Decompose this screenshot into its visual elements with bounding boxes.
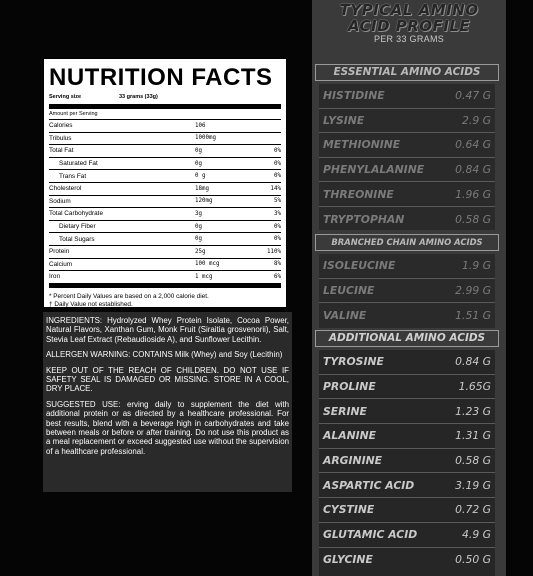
amino-acid-row xyxy=(319,133,495,158)
safety-warning-text: KEEP OUT OF THE REACH OF CHILDREN. DO NOT USE IF SAFETY SEAL IS DAMAGED OR MISSING. STORE IN A COOL, DRY PLACE. xyxy=(46,365,289,394)
nutrient-amount: 0g xyxy=(195,233,265,246)
nutrient-daily-value xyxy=(265,120,281,133)
nutrient-amount: 0 g xyxy=(195,170,265,183)
nutrition-row xyxy=(49,145,281,158)
amino-acid-profile-panel xyxy=(312,0,506,576)
nutrition-row xyxy=(49,132,281,145)
nutrition-row xyxy=(49,271,281,286)
amino-title-line1: TYPICAL AMINO xyxy=(339,1,479,19)
nutrient-amount: 100 mcg xyxy=(195,258,265,271)
amino-acid-row xyxy=(319,424,495,449)
nutrient-name: Dietary Fiber xyxy=(49,220,195,233)
amino-acid-row xyxy=(319,473,495,498)
amino-profile-subtitle: PER 33 GRAMS xyxy=(373,34,445,44)
amino-acid-value: 1.31 G xyxy=(455,429,491,443)
label-text-panel xyxy=(43,312,292,492)
nutrient-daily-value: 0% xyxy=(265,145,281,158)
amino-acid-name: METHIONINE xyxy=(323,138,401,152)
amino-acid-row xyxy=(319,279,495,304)
amino-acid-name: GLUTAMIC ACID xyxy=(323,528,418,542)
amino-acid-name: VALINE xyxy=(323,308,367,322)
amino-acid-value: 4.9 G xyxy=(462,528,491,542)
nutrient-name: Cholesterol xyxy=(49,182,195,195)
amino-acid-value: 1.65G xyxy=(458,380,491,394)
amino-acid-value: 1.23 G xyxy=(455,404,491,418)
nutrition-row xyxy=(49,258,281,271)
nutrient-amount: 120mg xyxy=(195,195,265,208)
amino-acid-name: SERINE xyxy=(323,404,367,418)
nutrition-row xyxy=(49,170,281,183)
nutrient-amount: 3g xyxy=(195,208,265,221)
nutrition-row xyxy=(49,182,281,195)
amino-acid-name: TRYPTOPHAN xyxy=(323,212,405,226)
nutrient-amount: 25g xyxy=(195,245,265,258)
nutrient-name: Iron xyxy=(49,271,195,286)
amino-acid-value: 0.64 G xyxy=(455,138,491,152)
ingredients-text: INGREDIENTS: Hydrolyzed Whey Protein Isolate, Cocoa Power, Natural Flavors, Xanthan Gum, Monk Fruit (Siraitia grosvenorii), Salt, Stevia Leaf Extract (Rebaudioside A), and Sunflower Lecithin. xyxy=(46,316,289,344)
amino-acid-value: 0.84 G xyxy=(455,355,491,369)
nutrient-amount: 1 mcg xyxy=(195,271,265,286)
amino-acid-value: 0.58 G xyxy=(455,454,491,468)
amino-acid-name: GLYCINE xyxy=(323,553,373,567)
amino-acid-row xyxy=(319,350,495,375)
amino-acid-row xyxy=(319,109,495,134)
nutrient-daily-value: 0% xyxy=(265,233,281,246)
nutrient-name: Calcium xyxy=(49,258,195,271)
amino-acid-value: 0.50 G xyxy=(455,553,491,567)
amino-acid-row xyxy=(319,548,495,573)
nutrient-name: Total Carbohydrate xyxy=(49,208,195,221)
nutrition-row xyxy=(49,157,281,170)
bcaa-list xyxy=(319,254,495,328)
suggested-use-text: SUGGESTED USE: erving daily to supplement the diet with additional protein or as directed by a healthcare professional. For best results, blend with a beverage high in carbohydrates and take between meals or before or after training. Do not use this product as a meal replacement or exceed suggested use without the supervision of a healthcare professional. xyxy=(46,399,289,456)
amino-acid-value: 0.58 G xyxy=(455,212,491,226)
nutrient-amount: 0g xyxy=(195,220,265,233)
amino-acid-row xyxy=(319,182,495,207)
nutrient-name: Total Sugars xyxy=(49,233,195,246)
nutrient-amount: 18mg xyxy=(195,182,265,195)
amino-acid-name: ASPARTIC ACID xyxy=(323,478,415,492)
amino-acid-row xyxy=(319,375,495,400)
nutrient-daily-value: 14% xyxy=(265,182,281,195)
serving-size-row xyxy=(49,92,281,109)
nutrient-daily-value: 0% xyxy=(265,220,281,233)
nutrient-name: Calories xyxy=(49,120,195,133)
nutrient-daily-value: 0% xyxy=(265,170,281,183)
nutrient-daily-value: 5% xyxy=(265,195,281,208)
nutrient-name: Tribulus xyxy=(49,132,195,145)
amino-acid-name: PROLINE xyxy=(323,380,376,394)
amino-acid-name: HISTIDINE xyxy=(323,89,385,103)
essential-amino-acids-list xyxy=(319,84,495,230)
amino-acid-name: CYSTINE xyxy=(323,503,375,517)
amino-acid-row xyxy=(319,449,495,474)
nutrient-daily-value: 8% xyxy=(265,258,281,271)
amino-acid-row xyxy=(319,399,495,424)
nutrient-name: Total Fat xyxy=(49,145,195,158)
nutrient-name: Protein xyxy=(49,245,195,258)
additional-amino-acids-list xyxy=(319,350,495,576)
nutrient-amount: 1000mg xyxy=(195,132,265,145)
amino-acid-row xyxy=(319,84,495,109)
amino-acid-value: 0.47 G xyxy=(455,89,491,103)
nutrient-name: Sodium xyxy=(49,195,195,208)
amino-acid-name: ISOLEUCINE xyxy=(323,259,396,273)
amino-acid-row xyxy=(319,523,495,548)
amino-acid-name: THREONINE xyxy=(323,187,394,201)
essential-amino-acids-header: ESSENTIAL AMINO ACIDS xyxy=(315,64,499,81)
nutrition-facts-panel xyxy=(43,58,287,308)
nutrient-daily-value: 0% xyxy=(265,157,281,170)
nutrient-daily-value: 3% xyxy=(265,208,281,221)
amino-acid-value: 1.96 G xyxy=(455,187,491,201)
additional-amino-acids-header: ADDITIONAL AMINO ACIDS xyxy=(315,330,499,347)
nutrition-row xyxy=(49,208,281,221)
amino-acid-row xyxy=(319,158,495,183)
amino-acid-name: ARGININE xyxy=(323,454,383,468)
nutrient-daily-value: 6% xyxy=(265,271,281,286)
amino-acid-row xyxy=(319,254,495,279)
nutrition-row xyxy=(49,120,281,133)
amino-profile-title xyxy=(312,0,506,34)
footnote-daily-value: * Percent Daily Values are based on a 2,000 calorie diet. xyxy=(49,292,209,300)
amount-per-serving-row xyxy=(49,109,281,120)
nutrition-row xyxy=(49,245,281,258)
nutrient-name: Saturated Fat xyxy=(49,157,195,170)
amino-acid-name: LEUCINE xyxy=(323,283,375,297)
amino-acid-value: 2.99 G xyxy=(455,283,491,297)
amino-acid-row xyxy=(319,498,495,523)
nutrient-amount: 0g xyxy=(195,145,265,158)
serving-size-label: Serving size xyxy=(49,94,82,100)
amino-title-line2: ACID PROFILE xyxy=(347,17,471,35)
nutrient-name: Trans Fat xyxy=(49,170,195,183)
allergen-warning-text: ALLERGEN WARNING: CONTAINS Milk (Whey) and Soy (Lecithin) xyxy=(46,350,283,360)
amino-acid-value: 0.72 G xyxy=(455,503,491,517)
footnote-not-established: † Daily Value not established. xyxy=(49,300,133,308)
nutrient-daily-value xyxy=(265,132,281,145)
nutrient-daily-value: 110% xyxy=(265,245,281,258)
amino-acid-name: ALANINE xyxy=(323,429,377,443)
amino-acid-row xyxy=(319,207,495,232)
amino-acid-value: 1.51 G xyxy=(455,308,491,322)
nutrition-row xyxy=(49,220,281,233)
nutrient-amount: 106 xyxy=(195,120,265,133)
bcaa-header: BRANCHED CHAIN AMINO ACIDS xyxy=(315,234,499,251)
amino-acid-value: 2.9 G xyxy=(462,113,491,127)
amino-acid-name: LYSINE xyxy=(323,113,365,127)
amino-acid-name: TYROSINE xyxy=(323,355,384,369)
amino-acid-value: 3.19 G xyxy=(455,478,491,492)
nutrition-row xyxy=(49,233,281,246)
amino-acid-name: PHENYLALANINE xyxy=(323,163,425,177)
nutrition-facts-title: NUTRITION FACTS xyxy=(49,64,273,91)
amino-acid-value: 1.9 G xyxy=(462,259,491,273)
serving-size-value: 33 grams (33g) xyxy=(119,94,158,100)
nutrition-row xyxy=(49,195,281,208)
nutrient-amount: 0g xyxy=(195,157,265,170)
nutrition-table xyxy=(49,109,281,288)
amount-per-serving-label: Amount per Serving xyxy=(49,109,281,120)
amino-acid-row xyxy=(319,303,495,328)
nutrition-footnotes xyxy=(49,293,281,309)
amino-acid-value: 0.84 G xyxy=(455,163,491,177)
